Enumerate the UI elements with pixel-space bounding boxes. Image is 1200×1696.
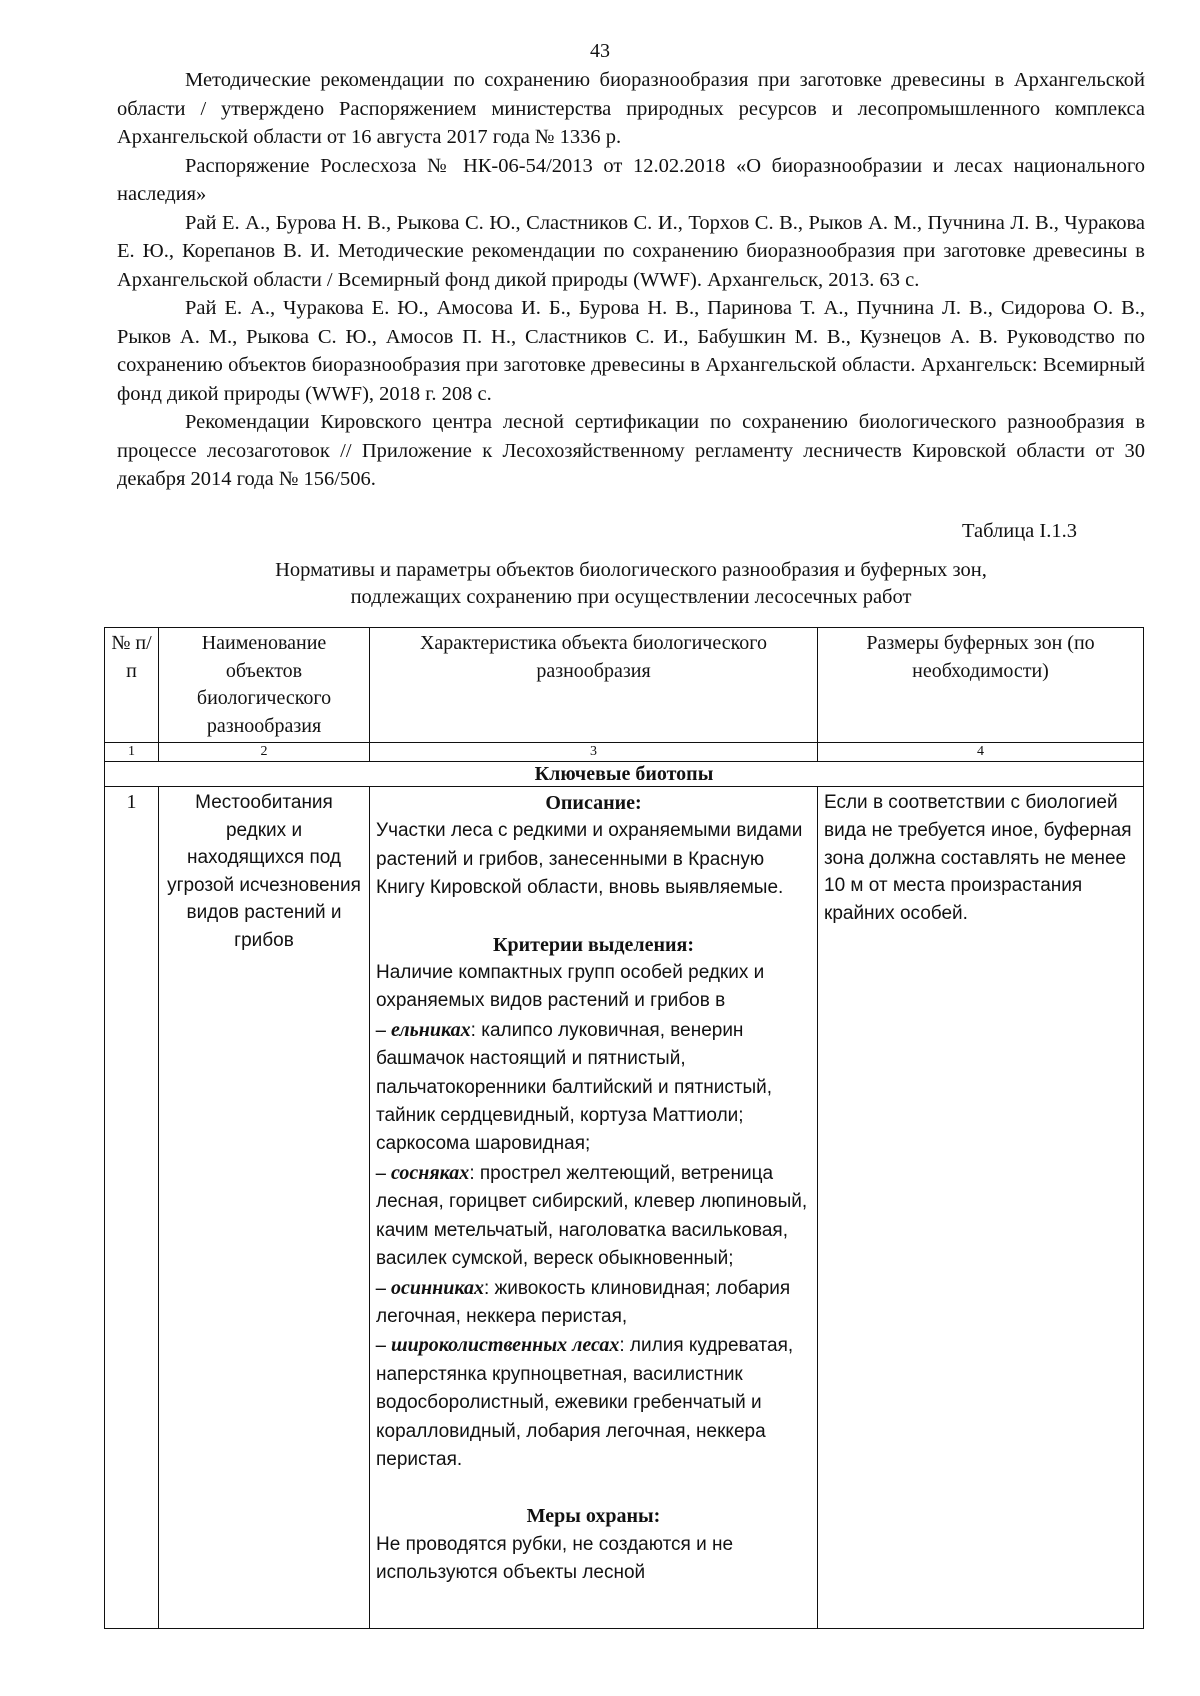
criteria-intro: Наличие компактных групп особей редких и охраняемых видов растений и грибов в bbox=[376, 962, 765, 1012]
section-row bbox=[105, 762, 1144, 787]
species-list: : лилия кудреватая, наперстянка крупноцветная, василистник водосборолистный, ежевики гребенчатый и коралловидный, лобария легочная, неккера перистая. bbox=[376, 1335, 794, 1470]
section-title: Ключевые биотопы bbox=[105, 762, 1144, 787]
row-number: 1 bbox=[105, 787, 159, 1629]
reference-item: Рай Е. А., Бурова Н. В., Рыкова С. Ю., Сластников С. И., Торхов С. В., Рыков А. М., Пучнина Л. В., Чуракова Е. Ю., Корепанов В. И. Методические рекомендации по сохранению биоразнообразия при заготовке древесины в Архангельской области / Всемирный фонд дикой природы (WWF). Архангельск, 2013. 63 с. bbox=[117, 211, 1145, 291]
header-object-name: Наименование объектов биологического разнообразия bbox=[159, 628, 370, 743]
criteria-item: – ельниках: калипсо луковичная, венерин башмачок настоящий и пятнистый, пальчатокоренники балтийский и пятнистый, тайник сердцевидный, кортуза Маттиоли; саркосома шаровидная; bbox=[376, 1018, 773, 1155]
criteria-item: – осинниках: живокость клиновидная; лобария легочная, неккера перистая, bbox=[376, 1276, 791, 1327]
reference-item: Распоряжение Рослесхоза № НК-06-54/2013 от 12.02.2018 «О биоразнообразии и лесах национального наследия» bbox=[117, 154, 1145, 205]
species-list: : калипсо луковичная, венерин башмачок настоящий и пятнистый, пальчатокоренники балтийский и пятнистый, тайник сердцевидный, кортуза Маттиоли; саркосома шаровидная; bbox=[376, 1019, 773, 1155]
caption-line-2: подлежащих сохранению при осуществлении лесосечных работ bbox=[350, 586, 912, 608]
page-number: 43 bbox=[590, 40, 610, 62]
reference-item: Методические рекомендации по сохранению биоразнообразия при заготовке древесины в Архангельской области / утверждено Распоряжением министерства природных ресурсов и лесопромышленного комплекса Архангельской области от 16 августа 2017 года № 1336 р. bbox=[117, 69, 1145, 148]
table-header-row bbox=[105, 628, 1144, 743]
table-caption bbox=[117, 557, 1145, 611]
criteria-item: – сосняках: прострел желтеющий, ветреница лесная, горицвет сибирский, клевер люпиновый, качим метельчатый, наголоватка васильковая, василек сумской, вереск обыкновенный; bbox=[376, 1161, 808, 1270]
species-list: : живокость клиновидная; лобария легочная, неккера перистая, bbox=[376, 1277, 791, 1327]
biotope-name: ельниках bbox=[391, 1018, 471, 1041]
species-list: : прострел желтеющий, ветреница лесная, горицвет сибирский, клевер люпиновый, качим метельчатый, наголоватка васильковая, василек сумской, вереск обыкновенный; bbox=[376, 1162, 808, 1270]
column-number: 4 bbox=[818, 743, 1144, 762]
column-number: 3 bbox=[370, 743, 818, 762]
object-name: Местообитания редких и находящихся под угрозой исчезновения видов растений и грибов bbox=[159, 787, 370, 1629]
column-number: 2 bbox=[159, 743, 370, 762]
criteria-item: – широколиственных лесах: лилия кудреватая, наперстянка крупноцветная, василистник водосборолистный, ежевики гребенчатый и коралловидный, лобария легочная, неккера перистая. bbox=[376, 1334, 794, 1470]
protection-text: Не проводятся рубки, не создаются и не используются объекты лесной bbox=[376, 1533, 734, 1584]
table-row bbox=[105, 787, 1144, 1629]
header-characteristic: Характеристика объекта биологического разнообразия bbox=[370, 628, 818, 743]
biodiversity-table bbox=[104, 627, 1144, 1629]
description-text: Участки леса с редкими и охраняемыми видами растений и грибов, занесенными в Красную Книгу Кировской области, вновь выявляемые. bbox=[376, 820, 803, 899]
reference-item: Рекомендации Кировского центра лесной сертификации по сохранению биологического разнообразия в процессе лесозаготовок // Приложение к Лесохозяйственному регламенту лесничеств Кировской области от 30 декабря 2014 года № 156/506. bbox=[117, 411, 1145, 490]
buffer-zone-size: Если в соответствии с биологией вида не требуется иное, буферная зона должна составлять не менее 10 м от места произрастания крайних особей. bbox=[818, 787, 1144, 1629]
object-characteristic bbox=[370, 787, 818, 1629]
description-heading: Описание: bbox=[545, 792, 642, 814]
protection-heading: Меры охраны: bbox=[526, 1505, 661, 1528]
header-number: № п/п bbox=[105, 628, 159, 743]
header-buffer-zone: Размеры буферных зон (по необходимости) bbox=[818, 628, 1144, 743]
column-number: 1 bbox=[105, 743, 159, 762]
biotope-name: широколиственных лесах bbox=[391, 1334, 620, 1357]
reference-item: Рай Е. А., Чуракова Е. Ю., Амосова И. Б., Бурова Н. В., Паринова Т. А., Пучнина Л. В., Сидорова О. В., Рыков А. М., Рыкова С. Ю., Амосов П. Н., Сластников С. И., Бабушкин М. В., Кузнецов А. В. Руководство по сохранению объектов биоразнообразия при заготовке древесины в Архангельской области. Архангельск: Всемирный фонд дикой природы (WWF), 2018 г. 208 с. bbox=[117, 297, 1145, 405]
biotope-name: сосняках bbox=[391, 1161, 470, 1184]
biotope-name: осинниках bbox=[391, 1276, 484, 1299]
caption-line-1: Нормативы и параметры объектов биологического разнообразия и буферных зон, bbox=[275, 559, 987, 581]
references-list bbox=[117, 66, 1145, 494]
table-number: Таблица I.1.3 bbox=[961, 520, 1077, 542]
criteria-heading: Критерии выделения: bbox=[492, 933, 695, 956]
column-numbers-row bbox=[105, 743, 1144, 762]
